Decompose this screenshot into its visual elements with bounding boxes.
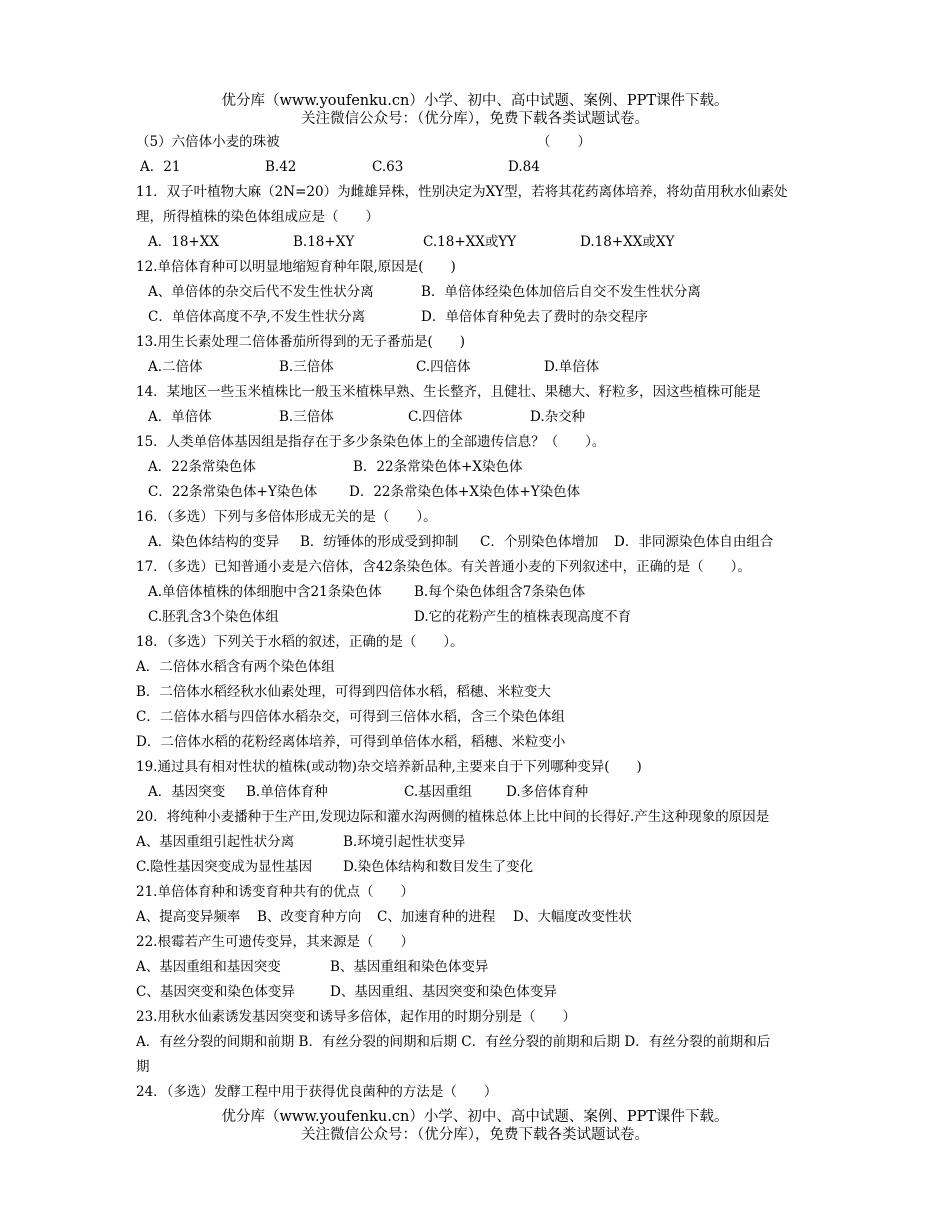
option-c: C．单倍体高度不孕,不发生性状分离 [148, 309, 366, 325]
option-a: A.二倍体 [148, 359, 203, 375]
option-c: C、基因突变和染色体变异 [136, 984, 295, 1000]
option-d: D.多倍体育种 [506, 784, 589, 800]
question-stem: 22.根霉若产生可遗传变异，其来源是（ ） [136, 934, 414, 950]
question-stem: 15．人类单倍体基因组是指存在于多少条染色体上的全部遗传信息？（ ）。 [136, 434, 606, 450]
option-a: A、基因重组引起性状分离 [136, 834, 295, 850]
option-a: A．二倍体水稻含有两个染色体组 [136, 659, 335, 675]
option-b: B、基因重组和染色体变异 [330, 959, 489, 975]
option-a: A、基因重组和基因突变 [136, 959, 281, 975]
option-d: D．单倍体育种免去了费时的杂交程序 [421, 309, 648, 325]
question-stem: 16．（多选）下列与多倍体形成无关的是（ ）。 [136, 509, 437, 525]
option-b: B．二倍体水稻经秋水仙素处理，可得到四倍体水稻，稻穗、米粒变大 [136, 684, 551, 700]
option-b: B、改变育种方向 [257, 909, 362, 925]
option-d: D.它的花粉产生的植株表现高度不育 [414, 609, 632, 625]
option-c: C.63 [372, 159, 404, 175]
question-stem: 11．双子叶植物大麻（2N=20）为雌雄异株，性别决定为XY型，若将其花药离体培养，将幼苗用秋水仙素处 [136, 184, 788, 200]
option-a: A．染色体结构的变异 [148, 534, 280, 550]
question-stem: 12.单倍体育种可以明显地缩短育种年限,原因是( ) [136, 259, 456, 275]
option-a: A.单倍体植株的体细胞中含21条染色体 [148, 584, 382, 600]
option-a: A．基因突变 [148, 784, 226, 800]
option-b: B.每个染色体组含7条染色体 [414, 584, 586, 600]
option-a: A、提高变异频率 [136, 909, 241, 925]
option-d: D.染色体结构和数目发生了变化 [343, 859, 534, 875]
option-a: A、单倍体的杂交后代不发生性状分离 [148, 284, 374, 300]
option-b: B.三倍体 [279, 359, 334, 375]
option-c: C.四倍体 [408, 409, 463, 425]
option-d: D.18+XX或XY [580, 234, 675, 250]
option-b: B.三倍体 [279, 409, 334, 425]
option-b: B.环境引起性状变异 [343, 834, 466, 850]
option-c: C．22条常染色体+Y染色体 [148, 484, 318, 500]
question-stem: 21.单倍体育种和诱变育种共有的优点（ ） [136, 884, 414, 900]
question-stem: 17．（多选）已知普通小麦是六倍体，含42条染色体。有关普通小麦的下列叙述中，正确的是（ ）。 [136, 559, 751, 575]
question-stem: 19.通过具有相对性状的植株(或动物)杂交培养新品种,主要来自于下列哪种变异( ) [136, 759, 642, 775]
option-a: A．22条常染色体 [148, 459, 256, 475]
option-c: C.四倍体 [416, 359, 471, 375]
option-b: B．单倍体经染色体加倍后自交不发生性状分离 [421, 284, 701, 300]
header-line-2: 关注微信公众号：（优分库），免费下载各类试题试卷。 [301, 111, 649, 127]
option-b: B.42 [265, 159, 297, 175]
question-stem: 14．某地区一些玉米植株比一般玉米植株早熟、生长整齐，且健壮、果穗大、籽粒多，因这些植株可能是 [136, 384, 761, 400]
header-line-1: 优分库（www.youfenku.cn）小学、初中、高中试题、案例、PPT课件下载。 [221, 93, 729, 109]
option-a: A．单倍体 [148, 409, 212, 425]
options-line: A．有丝分裂的间期和前期 B．有丝分裂的间期和后期 C．有丝分裂的前期和后期 D．有丝分裂的前期和后 [136, 1034, 771, 1050]
option-a: A．18+XX [148, 234, 219, 250]
option-c: C．个别染色体增加 [480, 534, 599, 550]
question-stem: 23.用秋水仙素诱发基因突变和诱导多倍体，起作用的时期分别是（ ） [136, 1009, 576, 1025]
footer-line-2: 关注微信公众号：（优分库），免费下载各类试题试卷。 [301, 1127, 649, 1143]
footer-line-1: 优分库（www.youfenku.cn）小学、初中、高中试题、案例、PPT课件下载。 [221, 1109, 729, 1125]
question-stem: 理，所得植株的染色体组成应是（ ） [136, 209, 379, 225]
option-c: C.胚乳含3个染色体组 [148, 609, 279, 625]
question-stem: （5）六倍体小麦的珠被 [136, 134, 280, 150]
option-d: D．二倍体水稻的花粉经离体培养，可得到单倍体水稻，稻穗、米粒变小 [136, 734, 566, 750]
option-b: B.单倍体育种 [246, 784, 328, 800]
option-d: D.单倍体 [544, 359, 600, 375]
option-a: A．21 [140, 159, 181, 175]
option-d: D．22条常染色体+X染色体+Y染色体 [349, 484, 581, 500]
option-d: D.84 [508, 159, 540, 175]
option-d: D、基因重组、基因突变和染色体变异 [330, 984, 557, 1000]
option-c: C.18+XX或YY [423, 234, 517, 250]
answer-paren: （ ） [537, 134, 591, 150]
option-b: B.18+XY [293, 234, 355, 250]
question-stem: 18．（多选）下列关于水稻的叙述，正确的是（ ）。 [136, 634, 464, 650]
option-c: C、加速育种的进程 [377, 909, 496, 925]
option-c: C.隐性基因突变成为显性基因 [136, 859, 313, 875]
option-c: C.基因重组 [404, 784, 473, 800]
option-b: B．纺锤体的形成受到抑制 [300, 534, 459, 550]
option-d: D．非同源染色体自由组合 [614, 534, 774, 550]
option-b: B．22条常染色体+X染色体 [353, 459, 523, 475]
option-c: C．二倍体水稻与四倍体水稻杂交，可得到三倍体水稻，含三个染色体组 [136, 709, 565, 725]
question-stem: 24．（多选）发酵工程中用于获得优良菌种的方法是（ ） [136, 1084, 498, 1100]
option-d: D、大幅度改变性状 [513, 909, 632, 925]
question-stem: 20．将纯种小麦播种于生产田,发现边际和灌水沟两侧的植株总体上比中间的长得好.产生这种现象的原因是 [136, 809, 770, 825]
options-line-wrap: 期 [136, 1059, 150, 1075]
question-stem: 13.用生长素处理二倍体番茄所得到的无子番茄是( ) [136, 334, 466, 350]
option-d: D.杂交种 [530, 409, 586, 425]
